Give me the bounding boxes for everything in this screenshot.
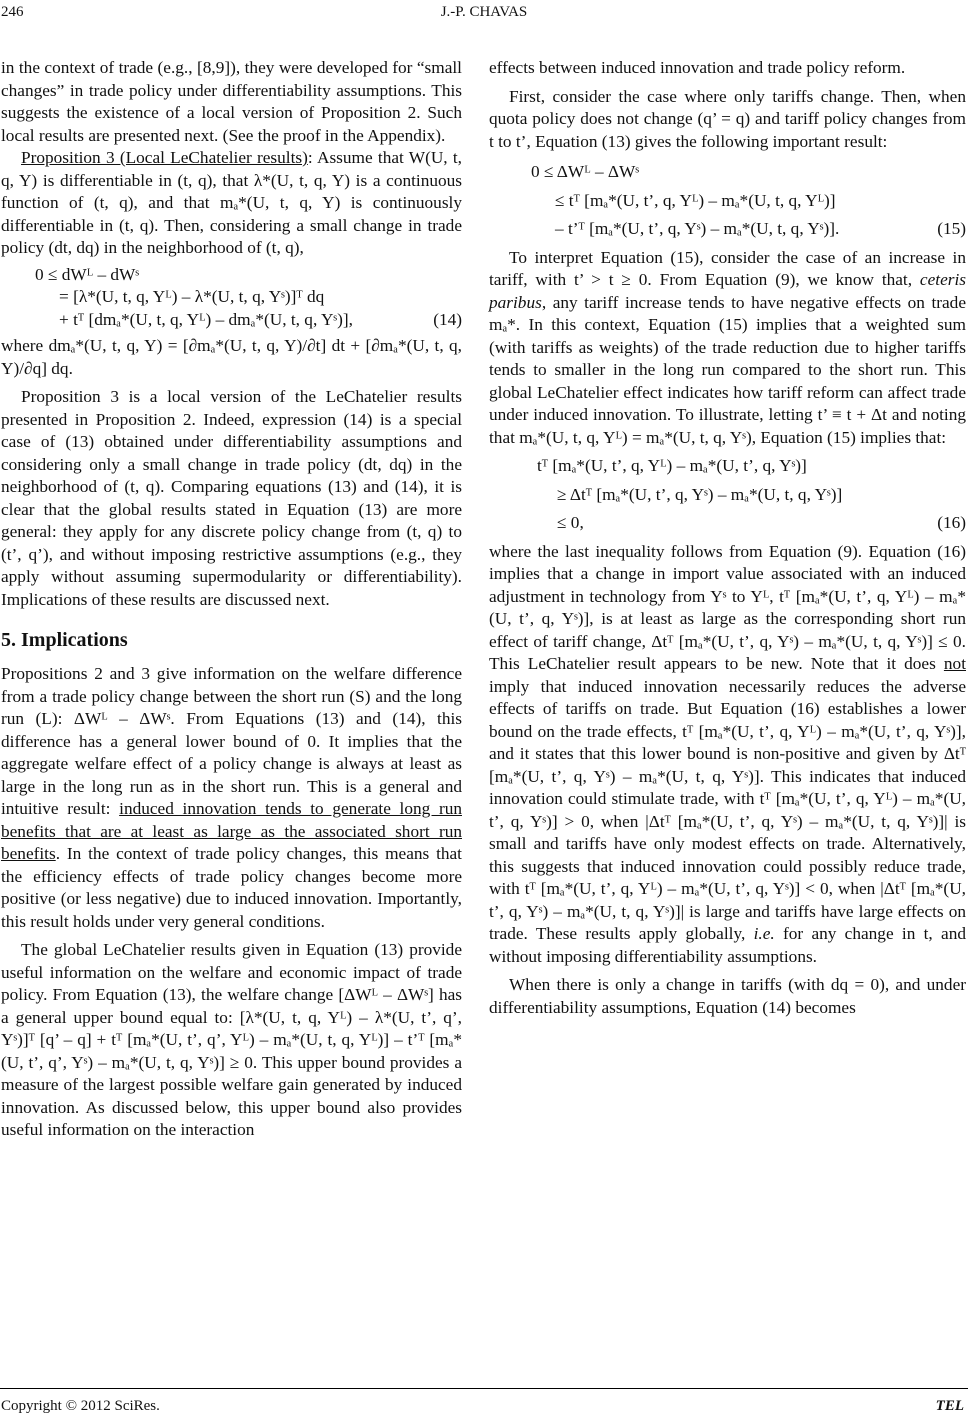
footer-divider <box>0 1388 968 1389</box>
italic-text: ceteris paribus <box>489 270 966 312</box>
underlined-text: induced innovation tends to generate long run benefits that are at least as large as the associated short run benefits <box>1 799 462 863</box>
italic-text: i.e. <box>753 924 775 943</box>
text: for any change in t, and without imposing differentiability assumptions. <box>489 924 966 966</box>
equation-line: + tᵀ [dmₐ*(U, t, q, Yᴸ) – dmₐ*(U, t, q, Yˢ)], <box>59 309 353 329</box>
left-column <box>1 57 462 1142</box>
equation-line: ≤ tᵀ [mₐ*(U, t’, q, Yᴸ) – mₐ*(U, t, q, Yᴸ)] <box>555 190 836 210</box>
equation-line: 0 ≤ ΔWᴸ – ΔWˢ <box>531 162 640 181</box>
equation-number: (14) <box>433 309 462 329</box>
running-header-author: J.-P. CHAVAS <box>440 4 528 20</box>
paragraph: First, consider the case where only tariffs change. Then, when quota policy does not change (q’ = q) and tariff policy changes from t to t’, Equation (13) gives the following important result: <box>489 86 966 151</box>
section-heading: 5. Implications <box>1 629 128 651</box>
paragraph: effects between induced innovation and trade policy reform. <box>489 58 906 77</box>
equation-number: (16) <box>937 513 966 532</box>
equation-line: tᵀ [mₐ*(U, t’, q, Yᴸ) – mₐ*(U, t’, q, Yˢ)] <box>537 456 807 475</box>
proposition-3 <box>1 147 462 260</box>
journal-abbrev: TEL <box>935 1398 964 1414</box>
text: . In the context of trade policy changes, this means that the efficiency effects of trade policy changes become more positive (or less negative) due to induced innovation. Importantly, this result holds under very general conditions. <box>1 844 462 931</box>
paragraph: where dmₐ*(U, t, q, Y) = [∂mₐ*(U, t, q, Y)/∂t] dt + [∂mₐ*(U, t, q, Y)/∂q] dq. <box>1 336 462 378</box>
text: where the last inequality follows from Equation (9). Equation (16) implies that a change in import value associated with an induced adjustment in technology from Yˢ to Yᴸ, tᵀ [mₐ*(U, t’, q, Yᴸ) – mₐ*(U, t’, q, Yˢ)], is at least as large as the corresponding short run effect of tariff change, Δtᵀ [mₐ*(U, t’, q, Yˢ) – mₐ*(U, t, q, Yˢ)] ≤ 0. This LeChatelier result appears to be new. Note that it does <box>489 541 966 673</box>
paragraph: The global LeChatelier results given in Equation (13) provide useful information on the welfare and economic impact of trade policy. From Equation (13), the welfare change [ΔWᴸ – ΔWˢ] has a general upper bound equal to: [λ*(U, t, q, Yᴸ) – λ*(U, t’, q’, Yˢ)]ᵀ [q’ – q] + tᵀ [mₐ*(U, t’, q’, Yᴸ) – mₐ*(U, t, q, Yᴸ)] – t’ᵀ [mₐ*(U, t’, q’, Yˢ) – mₐ*(U, t, q, Yˢ)] ≥ 0. This upper bound provides a measure of the largest possible welfare gain generated by induced innovation. As discussed below, this upper bound also provides useful information on the interaction <box>1 940 462 1139</box>
equation-number: (15) <box>937 219 966 238</box>
paragraph: in the context of trade (e.g., [8,9]), they were developed for “small changes” in trade policy under differentiability assumptions. This suggests the existence of a local version of Proposition 2. Such local results are presented next. (See the proof in the Appendix). <box>1 58 462 145</box>
underlined-text: not <box>943 654 966 673</box>
equation-14 <box>1 264 462 332</box>
text: Propositions 2 and 3 give information on the welfare difference from a trade policy change between the short run (S) and the long run (L): ΔWᴸ – ΔWˢ. From Equations (13) and (14), this difference has a general lower bound of 0. It implies that the aggregate welfare effect of a policy change is always at least as large in the long run as in the short run. This is a general and intuitive result: <box>1 664 462 818</box>
text: imply that induced innovation necessarily reduces the adverse effects of tariffs on trade. But Equation (16) establishes a lower bound on the trade effects, tᵀ [mₐ*(U, t’, q, Yᴸ) – mₐ*(U, t’, q, Yˢ)], and it states that this lower bound is non-positive and given by Δtᵀ [mₐ*(U, t’, q, Yˢ) – mₐ*(U, t, q, Yˢ)]. This indicates that induced innovation could stimulate trade, with tᵀ [mₐ*(U, t’, q, Yᴸ) – mₐ*(U, t’, q, Yˢ)] > 0, when |Δtᵀ [mₐ*(U, t’, q, Yˢ) – mₐ*(U, t, q, Yˢ)]| is small and tariffs have only modest effects on trade. Alternatively, this suggests that induced innovation could possibly reduce trade, with tᵀ [mₐ*(U, t’, q, Yᴸ) – mₐ*(U, t’, q, Yˢ)] < 0, when |Δtᵀ [mₐ*(U, t’, q, Yˢ) – mₐ*(U, t, q, Yˢ)]| is large and tariffs have large effects on trade. These results apply globally, <box>489 676 966 943</box>
equation-16 <box>489 455 966 535</box>
paragraph <box>489 247 966 450</box>
proposition-body: : Assume that W(U, t, q, Y) is differentiable in (t, q), that λ*(U, t, q, Y) is a continuous function of (t, q), and that mₐ*(U, t, q, Y) is continuously differentiable in (t, q). Then, considering a small change in trade policy (dt, dq) in the neighborhood of (t, q), <box>1 148 462 257</box>
equation-line: – t’ᵀ [mₐ*(U, t’, q, Yˢ) – mₐ*(U, t, q, Yˢ)]. <box>555 219 840 238</box>
paragraph: When there is only a change in tariffs (with dq = 0), and under differentiability assumptions, Equation (14) becomes <box>489 975 966 1017</box>
text: , any tariff increase tends to have negative effects on trade mₐ*. In this context, Equation (15) implies that a weighted sum (with tariffs as weights) of the trade reduction due to higher tariffs tends to smaller in the long run compared to the short run. This global LeChatelier effect indicates how tariff reform can affect trade under induced innovation. To illustrate, letting t’ ≡ t + Δt and noting that mₐ*(U, t, q, Yᴸ) = mₐ*(U, t, q, Yˢ), Equation (15) implies that: <box>489 292 966 447</box>
paragraph <box>489 541 966 969</box>
equation-line: ≤ 0, <box>557 513 584 532</box>
paragraph: Proposition 3 is a local version of the LeChatelier results presented in Proposition 2. Indeed, expression (14) is a special case of (13) obtained under differentiability assumptions and considering only a small change in trade policy (dt, dq) in the neighborhood of (t, q). Comparing equations (13) and (14), it is clear that the global results stated in Equation (13) are more general: they apply for any discrete policy change from (t, q) to (t’, q’), and without imposing restrictive assumptions (e.g., they apply without assuming supermodularity or differentiability). Implications of these results are discussed next. <box>1 387 462 609</box>
equation-line: ≥ Δtᵀ [mₐ*(U, t’, q, Yˢ) – mₐ*(U, t, q, Yˢ)] <box>557 484 843 504</box>
equation-line: 0 ≤ dWᴸ – dWˢ <box>35 264 140 284</box>
equation-15 <box>489 161 966 241</box>
proposition-title: Proposition 3 (Local LeChatelier results) <box>21 148 308 167</box>
copyright: Copyright © 2012 SciRes. <box>1 1398 160 1414</box>
right-column <box>489 57 966 1019</box>
text: To interpret Equation (15), consider the case of an increase in tariff, with t’ > t ≥ 0. From Equation (9), we know that, <box>489 247 966 289</box>
equation-line: = [λ*(U, t, q, Yᴸ) – λ*(U, t, q, Yˢ)]ᵀ dq <box>59 287 325 306</box>
page-number: 246 <box>1 4 24 20</box>
paragraph <box>1 663 462 933</box>
